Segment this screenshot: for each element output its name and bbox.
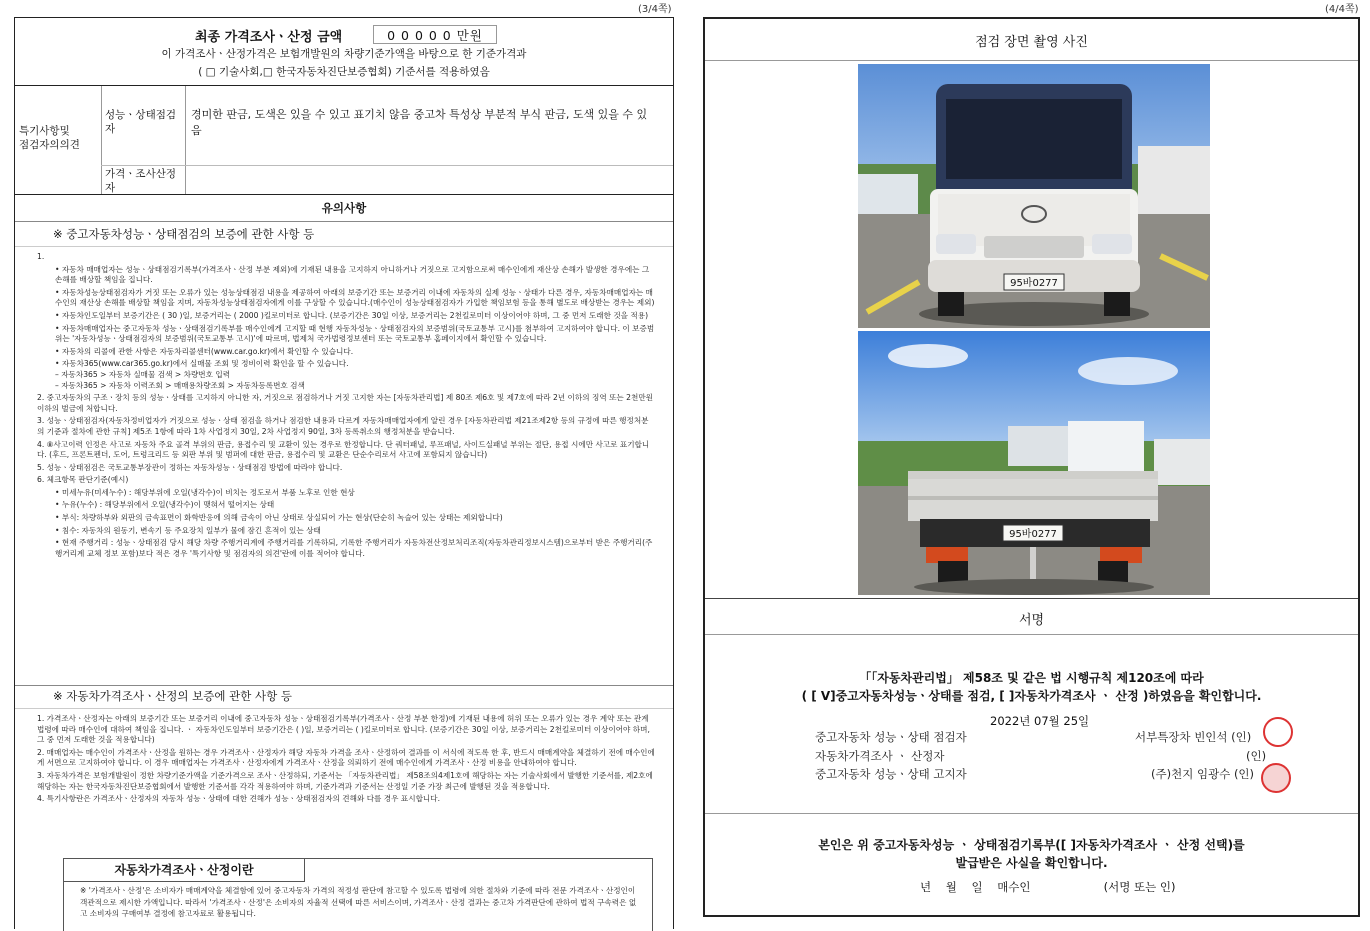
signer-name-assessor: (인)	[1246, 749, 1267, 763]
inspection-date: 2022년 07월 25일	[990, 714, 1090, 728]
law-line-2: ( [ V]중고자동차성능ㆍ상태를 점검, [ ]자동차가격조사 ㆍ 산정 )하였음을 확인합니다.	[801, 689, 1262, 703]
perf-inspector-opinion: 경미한 판금, 도색은 있을 수 있고 표기치 않음 중고차 특성상 부분적 부식 판금, 도색 있을 수 있음	[191, 108, 648, 137]
note-item: • 자동차 매매업자는 성능ㆍ상태점검기록부(가격조사ㆍ산정 부분 제외)에 기재된 내용을 고지하지 아니하거나 거짓으로 고지함으로써 매수인에게 재산상 손해가 발생한 경우에는 그 손해를 배상할 책임을 집니다.	[55, 264, 650, 285]
note-item: 2. 매매업자는 매수인이 가격조사ㆍ산정을 원하는 경우 가격조사ㆍ산정자가 해당 자동차 가격을 조사ㆍ산정하여 결과를 이 서식에 적도록 한 후, 반드시 매매계약을 체결하기 전에 매수인에게 서면으로 고지하여야 합니다. 이 경우 매매업자는 가격조사ㆍ산정자에게 가격조사ㆍ산정을 의뢰하기 전에 매수인에게 가격조사ㆍ산정 비용을 안내하여야 합니다.	[37, 747, 655, 768]
special-remarks-table	[15, 86, 673, 194]
note-item: 3. 자동차가격은 보험개발원이 정한 차량기준가액을 기준가격으로 조사ㆍ산정하되, 기준서는 「자동차관리법」 제58조의4제1호에 해당하는 자는 기술사회에서 발행한 기준서를, 제2호에 해당하는 자는 한국자동차진단보증협회에서 발행한 기준서를 각각 적용하여야 하며, 기준가격과 기준서는 산정일 기준 가장 최근에 발행된 것을 적용합니다.	[37, 770, 653, 791]
confirm-line-1: 본인은 위 중고자동차성능 ㆍ 상태점검기록부([ ]자동차가격조사 ㆍ 산정 선택)를	[818, 838, 1245, 852]
buyer-signature-line: 년 월 일 매수인 (서명 또는 인)	[920, 880, 1176, 894]
note-item: 5. 성능ㆍ상태점검은 국토교통부장관이 정하는 자동차성능ㆍ상태점검 방법에 따라야 합니다.	[37, 462, 343, 472]
note-item: • 자동차성능상태점검자가 거짓 또는 오류가 있는 성능상태점검 내용을 제공하여 아래의 보증기간 또는 보증거리 이내에 자동차의 실제 성능ㆍ상태가 다른 경우, 자동차매매업자는 매수인의 재산상 손해를 배상할 책임을 지며, 자동차성능상태점검자에게 이를 구상할 수 있습니다.(매수인이 성능상태점검자가 가입한 책임보험 등을 통해 별도로 배상받는 경우는 제외)	[55, 287, 655, 308]
note-item: 4. 특기사항란은 가격조사ㆍ산정자의 자동차 성능ㆍ상태에 대한 견해가 성능ㆍ상태점검자의 견해와 다를 경우 표시합니다.	[37, 794, 440, 804]
page-number-left: (3/4쪽)	[638, 4, 672, 15]
truck-rear-photo	[858, 331, 1210, 595]
section1-notes	[37, 252, 655, 561]
note-item: • 자동차의 리콜에 관한 사항은 자동차리콜센터(www.car.go.kr)에서 확인할 수 있습니다.	[55, 346, 354, 356]
section2-title: ※ 자동차가격조사ㆍ산정의 보증에 관한 사항 등	[53, 689, 292, 703]
definition-box-title: 자동차가격조사ㆍ산정이란	[64, 859, 305, 882]
price-definition-box	[63, 858, 653, 931]
notes-title: 유의사항	[321, 201, 367, 215]
note-item: • 자동차365(www.car365.go.kr)에서 실매물 조회 및 정비이력 확인을 할 수 있습니다.	[55, 359, 349, 369]
price-desc-2: ( □ 기술사회,□ 한국자동차진단보증협회) 기준서를 적용하였음	[198, 66, 490, 78]
note-item: • 자동차인도일부터 보증기간은 ( 30 )일, 보증거리는 ( 2000 )킬로미터로 합니다. (보증기간은 30일 이상, 보증거리는 2천킬로미터 이상이어야 하며, 그 중 먼저 도래한 것을 적용)	[55, 310, 649, 320]
note-item: – 자동차365 > 자동차 실매물 검색 > 차량번호 입력	[55, 369, 231, 379]
right-page	[703, 17, 1360, 917]
signer-name-notifier: (주)천지 임광수 (인)	[1151, 767, 1255, 781]
rear-license-plate: 95바0277	[1009, 529, 1057, 540]
truck-front-photo	[858, 64, 1210, 328]
special-remarks-label: 특기사항및 점검자의의견	[19, 125, 80, 151]
seal-stamp-icon	[1263, 717, 1293, 747]
note-item: 1.	[37, 252, 45, 261]
section1-title: ※ 중고자동차성능ㆍ상태점검의 보증에 관한 사항 등	[53, 227, 315, 241]
price-assessor-label: 가격ㆍ조사산정자	[105, 168, 177, 194]
page-number-right: (4/4쪽)	[1325, 4, 1359, 15]
note-item: 4. ⑧사고이력 인정은 사고로 자동차 주요 골격 부위의 판금, 용접수리 및 교환이 있는 경우로 한정합니다. 단 쿼터패널, 루프패널, 사이드실패널 부위는 절단, 용접 시에만 사고로 표기합니다. (후드, 프론트펜더, 도어, 트렁크리드 등 외판 부위 및 범퍼에 대한 판금, 용접수리 및 교환은 단순수리로서 사고에 포함되지 않습니다)	[37, 439, 650, 460]
perf-inspector-label: 성능ㆍ상태점검자	[105, 109, 177, 135]
price-value-field: 0 0 0 0 0 만원	[373, 25, 497, 44]
signer-role-assessor: 자동차가격조사 ㆍ 산정자	[815, 749, 945, 763]
note-item: • 누유(누수) : 해당부위에서 오일(냉각수)이 맺혀서 떨어지는 상태	[55, 500, 275, 510]
definition-box-text: ※ '가격조사ㆍ산정'은 소비자가 매매계약을 체결함에 있어 중고자동차 가격의 적정성 판단에 참고할 수 있도록 법령에 의한 절차와 기준에 따라 전문 가격조사ㆍ산정인이 객관적으로 제시한 가액입니다. 따라서 '가격조사ㆍ산정'은 소비자의 자율적 선택에 따른 서비스이며, 가격조사ㆍ산정 결과는 중고차 가격판단에 관하여 법적 구속력은 없고 소비자의 구매여부 결정에 참고자료로 활용됩니다.	[80, 886, 637, 918]
note-item: • 현재 주행거리 : 성능ㆍ상태점검 당시 해당 차량 주행거리계에 주행거리를 기록하되, 기록한 주행거리가 자동차전산정보처리조직(자동차관리정보시스템)으로부터 받은 주행거리(주행거리계 교체 정보 포함)보다 적은 경우 '특기사항 및 점검자의 의견'란에 이를 적어야 합니다.	[55, 538, 653, 558]
note-item: 3. 성능ㆍ상태점검자(자동차정비업자가 거짓으로 성능ㆍ상태 점검을 하거나 점검한 내용과 다르게 자동차매매업자에게 알린 경우 [자동차관리법 제21조제2항 등의 규정에 따른 행정처분의 기준과 절차에 관한 규칙] 제5조 1항에 따라 1차 사업정지 30일, 2차 사업정지 90일, 3차 등록취소의 행정처분을 받습니다.	[37, 416, 649, 436]
note-item: • 침수: 자동차의 원동기, 변속기 등 주요장치 일부가 물에 잠긴 흔적이 있는 상태	[55, 525, 321, 535]
price-section	[15, 18, 673, 84]
signer-role-notifier: 중고자동차 성능ㆍ상태 고지자	[815, 767, 967, 781]
section2-notes	[37, 714, 655, 807]
signer-role-inspector: 중고자동차 성능ㆍ상태 점검자	[815, 730, 967, 744]
note-item: • 부식: 차량하부와 외판의 금속표면이 화학반응에 의해 금속이 아닌 상태로 상실되어 가는 현상(단순히 녹슬어 있는 상태는 제외합니다)	[55, 513, 503, 523]
note-item: 2. 중고자동차의 구조ㆍ장치 등의 성능ㆍ상태를 고지하지 아니한 자, 거짓으로 점검하거나 거짓 고지한 자는 [자동차관리법] 제 80조 제6호 및 제7호에 따라 2년 이하의 징역 또는 2천만원 이하의 벌금에 처합니다.	[37, 393, 653, 413]
price-desc-1: 이 가격조사ㆍ산정가격은 보험개발원의 차량기준가액을 바탕으로 한 기준가격과	[161, 48, 527, 60]
front-license-plate: 95바0277	[1010, 278, 1058, 289]
confirm-line-2: 발급받은 사실을 확인합니다.	[955, 856, 1108, 870]
note-item: 1. 가격조사ㆍ산정자는 아래의 보증기간 또는 보증거리 이내에 중고자동차 성능ㆍ상태점검기록부(가격조사ㆍ산정 부분 한정)에 기재된 내용에 허위 또는 오류가 있는 경우 계약 또는 관계법령에 따라 매수인에 대하여 책임을 집니다. ㆍ 자동차인도일부터 보증기간은 ( )일, 보증거리는 ( )킬로미터로 합니다. (보증기간은 30일 이상, 보증거리는 2천킬로미터 이상이어야 하며, 그 중 먼저 도래한 것을 적용합니다)	[37, 714, 650, 745]
note-item: • 자동차매매업자는 중고자동차 성능ㆍ상태점검기록부를 매수인에게 고지할 때 현행 자동차성능ㆍ상태점검자의 보증범위(국토교통부 고시)를 첨부하여 고지하여야 합니다. 이 보증범위는 '자동차성능ㆍ상태점검자의 보증범위(국토교통부 고시)'에 따르며, 법제처 국가법령정보센터 또는 국토교통부 홈페이지에서 확인할 수 있습니다.	[55, 323, 655, 344]
note-item: • 미세누유(미세누수) : 해당부위에 오일(냉각수)이 비치는 정도로서 부품 노후로 인한 현상	[55, 487, 355, 497]
note-item: – 자동차365 > 자동차 이력조회 > 매매용차량조회 > 자동차등록번호 검색	[55, 380, 305, 390]
law-line-1: 「「자동차관리법」 제58조 및 같은 법 시행규칙 제120조에 따라	[859, 671, 1204, 685]
left-page	[14, 17, 674, 929]
price-title: 최종 가격조사ㆍ산정 금액	[195, 30, 343, 45]
photo-section-title: 점검 장면 촬영 사진	[975, 35, 1088, 50]
signature-section-title: 서명	[1018, 613, 1045, 628]
note-item: 6. 체크항목 판단기준(예시)	[37, 475, 129, 485]
signer-name-inspector: 서부특장차 빈인석 (인)	[1135, 730, 1252, 744]
seal-stamp-icon	[1261, 763, 1291, 793]
